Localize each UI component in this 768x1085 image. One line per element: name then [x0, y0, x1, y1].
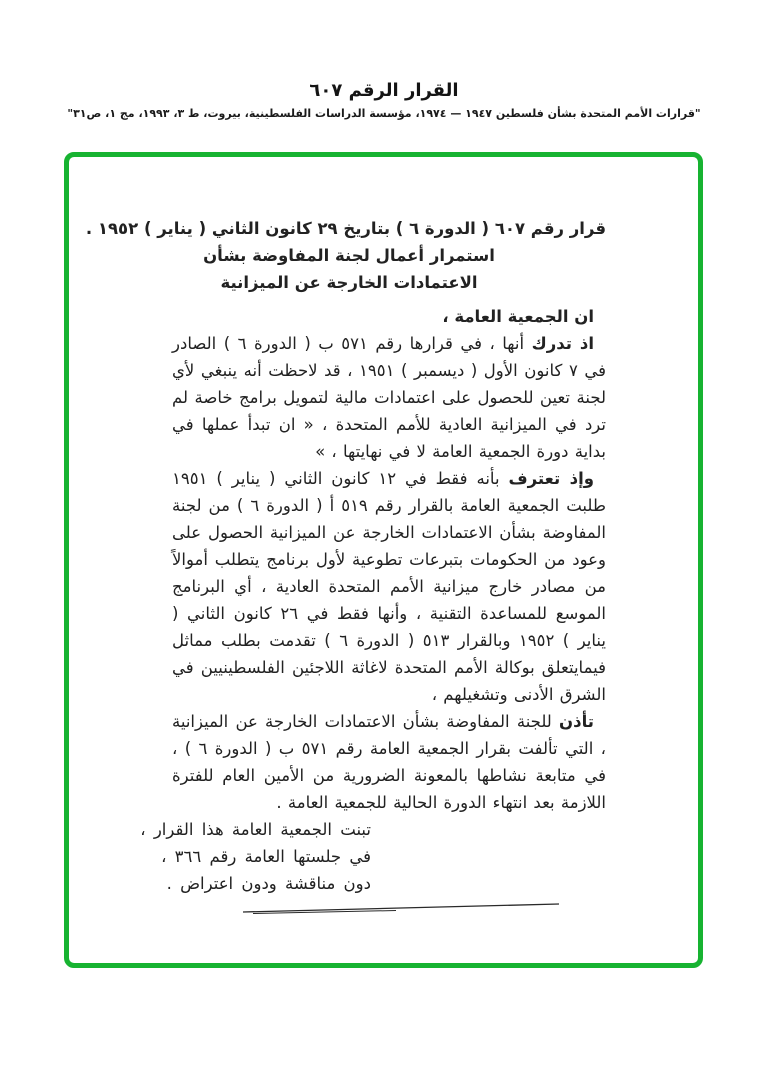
- adoption-note: [140, 816, 371, 897]
- resolution-body: [85, 215, 607, 915]
- adoption-note-line-2: في جلستها العامة رقم ٣٦٦ ،: [161, 847, 371, 866]
- resolution-heading-line-1: قرار رقم ٦٠٧ ( الدورة ٦ ) بتاريخ ٢٩ كانون الثاني ( يناير ) ١٩٥٢ .: [85, 219, 606, 238]
- preamble-paragraph-1: [172, 330, 606, 465]
- paragraph-text: للجنة المفاوضة بشأن الاعتمادات الخارجة عن الميزانية ، التي تألفت بقرار الجمعية العامة رقم ٥٧١ ب ( الدورة ٦ ) ، في متابعة نشاطها بالمعونة الضرورية من الأمين العام للفترة اللازمة بعد انتهاء الدورة الحالية للجمعية العامة .: [172, 712, 606, 812]
- adoption-note-line-3: دون مناقشة ودون اعتراض .: [166, 874, 371, 893]
- resolution-heading-line-3: الاعتمادات الخارجة عن الميزانية: [220, 273, 478, 292]
- paragraph-lead: اذ تدرك: [531, 334, 595, 353]
- paragraph-text: أنها ، في قرارها رقم ٥٧١ ب ( الدورة ٦ ) الصادر في ٧ كانون الأول ( ديسمبر ) ١٩٥١ ، قد لاحظت أنه ينبغي لأي لجنة تعين للحصول على اعتمادات مالية لتمويل برامج خاصة لم ترد في الميزانية العادية للأمم المتحدة ، « ان تبدأ عملها في بداية دورة الجمعية العامة لا في نهايتها ، »: [172, 334, 606, 461]
- operative-paragraph: [172, 708, 606, 816]
- preamble-opening: ان الجمعية العامة ،: [442, 307, 594, 326]
- preamble-paragraph-2: [172, 465, 606, 708]
- paragraph-lead: تأذن: [559, 712, 594, 731]
- paragraph-text: بأنه فقط في ١٢ كانون الثاني ( يناير ) ١٩٥١ طلبت الجمعية العامة بالقرار رقم ٥١٩ أ ( الدورة ٦ ) من لجنة المفاوضة بشأن الاعتمادات الخارجة عن الميزانية الحصول على وعود من الحكومات بتبرعات تطوعية لأول برنامج يتطلب أموالاً من مصادر خارج ميزانية الأمم المتحدة العادية ، أي البرنامج الموسع للمساعدة التقنية ، وأنها فقط في ٢٦ كانون الثاني ( يناير ) ١٩٥٢ وبالقرار ٥١٣ ( الدورة ٦ ) تقدمت بطلب مماثل فيمايتعلق بوكالة الأمم المتحدة لاغاثة اللاجئين الفلسطينيين في الشرق الأدنى وتشغيلهم ،: [172, 469, 607, 704]
- adoption-note-line-1: تبنت الجمعية العامة هذا القرار ،: [140, 820, 371, 839]
- paragraph-lead: وإذ تعترف: [508, 469, 594, 488]
- page-title: القرار الرقم ٦٠٧: [309, 80, 459, 101]
- citation-line: "قرارات الأمم المتحدة بشأن فلسطين ١٩٤٧ — ١٩٧٤، مؤسسة الدراسات الفلسطينية، بيروت، ط ٣، ١٩٩٣، مج ١، ص٣١": [67, 107, 701, 120]
- end-rule-line: [241, 901, 561, 915]
- scan-highlight-frame: [64, 152, 703, 968]
- page-header: [0, 80, 768, 121]
- resolution-heading-line-2: استمرار أعمال لجنة المفاوضة بشأن: [203, 246, 495, 265]
